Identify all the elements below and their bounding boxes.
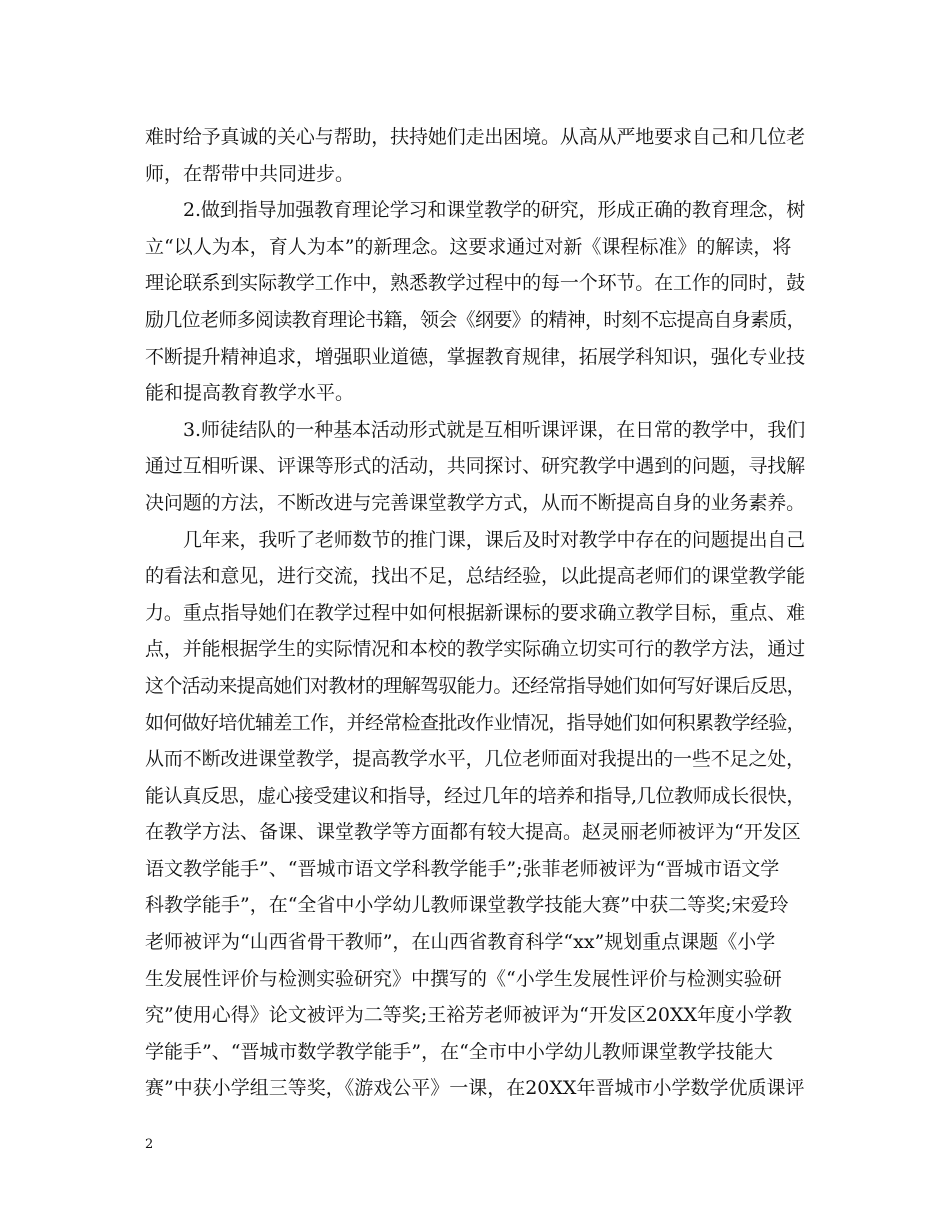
text-line: 理论联系到实际教学工作中，熟悉教学过程中的每一个环节。在工作的同时，鼓 bbox=[145, 272, 805, 295]
text-line: 能和提高教育教学水平。 bbox=[145, 382, 355, 405]
body-text bbox=[145, 119, 805, 1107]
text-line: 几年来，我听了老师数节的推门课，课后及时对教学中存在的问题提出自己 bbox=[183, 528, 805, 551]
text-line: 立“以人为本，育人为本”的新理念。这要求通过对新《课程标准》的解读，将 bbox=[145, 235, 792, 258]
text-line: 赛”中获小学组三等奖，《游戏公平》一课，在20XX年晋城市小学数学优质课评 bbox=[145, 1077, 805, 1100]
text-line: 决问题的方法，不断改进与完善课堂教学方式，从而不断提高自身的业务素养。 bbox=[145, 491, 805, 514]
text-line: 的看法和意见，进行交流，找出不足，总结经验，以此提高老师们的课堂教学能 bbox=[145, 565, 805, 588]
text-line: 3.师徒结队的一种基本活动形式就是互相听课评课，在日常的教学中，我们 bbox=[183, 418, 806, 441]
text-line: 究”使用心得》论文被评为二等奖;王裕芳老师被评为“开发区20XX年度小学教 bbox=[145, 1004, 793, 1027]
text-line: 励几位老师多阅读教育理论书籍，领会《纲要》的精神，时刻不忘提高自身素质， bbox=[145, 308, 805, 331]
text-line: 不断提升精神追求，增强职业道德，掌握教育规律，拓展学科知识，强化专业技 bbox=[145, 345, 805, 368]
text-line: 学能手”、“晋城市数学教学能手”，在“全市中小学幼儿教师课堂教学技能大 bbox=[145, 1040, 773, 1063]
text-line: 难时给予真诚的关心与帮助，扶持她们走出困境。从高从严地要求自己和几位老 bbox=[145, 126, 805, 148]
text-line: 点，并能根据学生的实际情况和本校的教学实际确立切实可行的教学方法，通过 bbox=[145, 638, 805, 661]
text-line: 科教学能手”，在“全省中小学幼儿教师课堂教学技能大赛”中获二等奖;宋爱玲 bbox=[145, 894, 789, 917]
text-line: 2.做到指导加强教育理论学习和课堂教学的研究，形成正确的教育理念，树 bbox=[183, 199, 806, 222]
text-line: 这个活动来提高她们对教材的理解驾驭能力。还经常指导她们如何写好课后反思， bbox=[145, 674, 805, 697]
text-line: 师，在帮带中共同进步。 bbox=[145, 162, 355, 185]
text-line: 从而不断改进课堂教学，提高教学水平，几位老师面对我提出的一些不足之处， bbox=[145, 748, 805, 771]
text-line: 语文教学能手”、“晋城市语文学科教学能手”;张菲老师被评为“晋城市语文学 bbox=[145, 857, 780, 880]
text-line: 力。重点指导她们在教学过程中如何根据新课标的要求确立教学目标，重点、难 bbox=[145, 601, 805, 624]
text-line: 通过互相听课、评课等形式的活动，共同探讨、研究教学中遇到的问题，寻找解 bbox=[145, 455, 805, 478]
text-line: 老师被评为“山西省骨干教师”，在山西省教育科学“xx”规划重点课题《小学 bbox=[145, 931, 776, 954]
text-line: 生发展性评价与检测实验研究》中撰写的《“小学生发展性评价与检测实验研 bbox=[145, 967, 782, 990]
text-line: 如何做好培优辅差工作，并经常检查批改作业情况，指导她们如何积累教学经验， bbox=[145, 711, 805, 734]
text-line: 在教学方法、备课、课堂教学等方面都有较大提高。赵灵丽老师被评为“开发区 bbox=[145, 821, 801, 844]
text-line: 能认真反思，虚心接受建议和指导，经过几年的培养和指导,几位教师成长很快， bbox=[145, 784, 806, 807]
page-number: 2 bbox=[145, 1137, 154, 1152]
